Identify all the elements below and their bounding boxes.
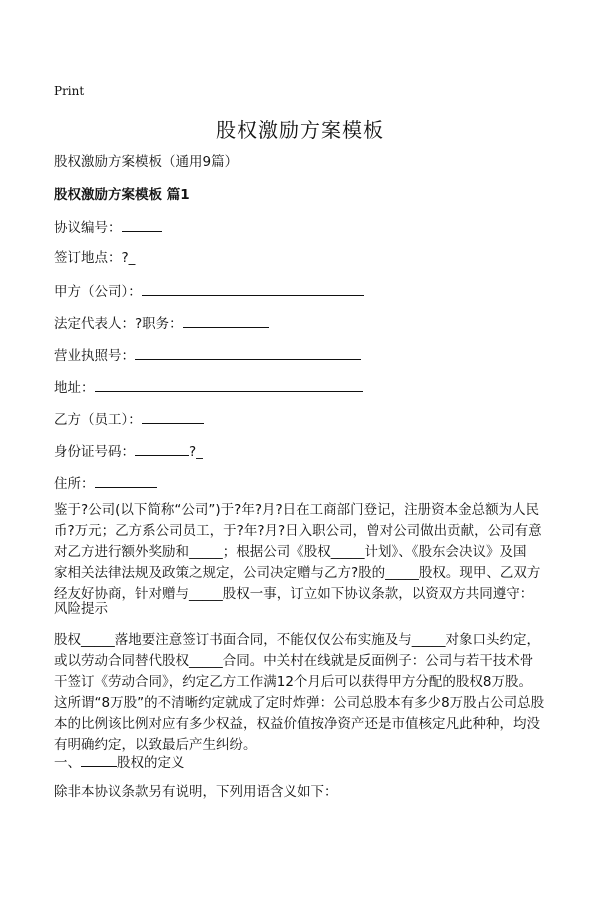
section-heading: 股权激励方案模板 篇1 — [54, 187, 190, 203]
page-title: 股权激励方案模板 — [216, 118, 384, 142]
address-label: 地址： — [54, 380, 95, 396]
section-one-prefix: 一、 — [54, 755, 81, 771]
party-a-label: 甲方（公司）： — [54, 284, 142, 300]
print-label: Print — [54, 84, 85, 98]
party-a-row — [54, 281, 364, 301]
risk-line: 有明确约定，以致最后产生纠纷。 — [54, 737, 257, 753]
agreement-no-row — [54, 217, 162, 237]
residence-blank — [95, 473, 157, 488]
intro-line: 对乙方进行额外奖励和_____；根据公司《股权_____计划》、《股东会决议》及国 — [54, 544, 527, 560]
position-blank — [183, 313, 269, 328]
intro-line: 鉴于?公司(以下简称“公司”)于?年?月?日在工商部门登记，注册资本金总额为人民 — [54, 502, 540, 518]
risk-paragraph — [54, 630, 554, 756]
section-one-heading — [54, 752, 185, 772]
risk-line: 股权_____落地要注意签订书面合同，不能仅仅公布实施及与_____对象口头约定， — [54, 632, 540, 648]
intro-paragraph — [54, 500, 554, 605]
section-one-blank — [81, 752, 117, 767]
risk-line: 干签订《劳动合同》，约定乙方工作满12个月后可以获得甲方分配的股权8万股。 — [54, 674, 533, 690]
risk-line: 本的比例该比例对应有多少权益，权益价值按净资产还是市值核定凡此种种，均没 — [54, 716, 540, 732]
id-no-blank — [135, 441, 189, 456]
address-row — [54, 377, 363, 397]
party-b-row — [54, 409, 204, 429]
residence-label: 住所： — [54, 476, 95, 492]
id-no-label: 身份证号码： — [54, 444, 135, 460]
residence-row — [54, 473, 157, 493]
sign-place-row — [54, 249, 135, 267]
legal-rep-suffix: ?职务： — [135, 316, 183, 332]
intro-line: 经友好协商，针对赠与_____股权一事，订立如下协议条款，以资双方共同遵守： — [54, 586, 534, 602]
risk-line: 或以劳动合同替代股权_____合同。中关村在线就是反面例子：公司与若干技术骨 — [54, 653, 534, 669]
license-no-label: 营业执照号： — [54, 348, 135, 364]
party-b-blank — [142, 409, 204, 424]
id-no-row — [54, 441, 203, 461]
sign-place-label: 签订地点： — [54, 250, 122, 266]
agreement-no-blank — [122, 217, 162, 232]
section-one-suffix: 股权的定义 — [117, 755, 185, 771]
risk-line: 这所谓“8万股”的不清晰约定就成了定时炸弹：公司总股本有多少8万股占公司总股 — [54, 695, 545, 711]
intro-line: 币?万元；乙方系公司员工，于?年?月?日入职公司，曾对公司做出贡献，公司有意 — [54, 523, 542, 539]
legal-rep-label: 法定代表人： — [54, 316, 135, 332]
license-no-blank — [135, 345, 361, 360]
risk-heading: 风险提示 — [54, 601, 108, 617]
sign-place-suffix: ?_ — [121, 250, 136, 266]
id-no-suffix: ?_ — [189, 444, 203, 460]
agreement-no-label: 协议编号： — [54, 220, 122, 236]
intro-line: 家相关法律法规及政策之规定，公司决定赠与乙方?股的_____股权。现甲、乙双方 — [54, 565, 541, 581]
legal-rep-row — [54, 313, 269, 333]
party-a-blank — [142, 281, 364, 296]
license-no-row — [54, 345, 361, 365]
party-b-label: 乙方（员工）： — [54, 412, 142, 428]
subtitle: 股权激励方案模板（通用9篇） — [54, 154, 239, 170]
definition-line: 除非本协议条款另有说明，下列用语含义如下： — [54, 784, 338, 800]
address-blank — [95, 377, 363, 392]
